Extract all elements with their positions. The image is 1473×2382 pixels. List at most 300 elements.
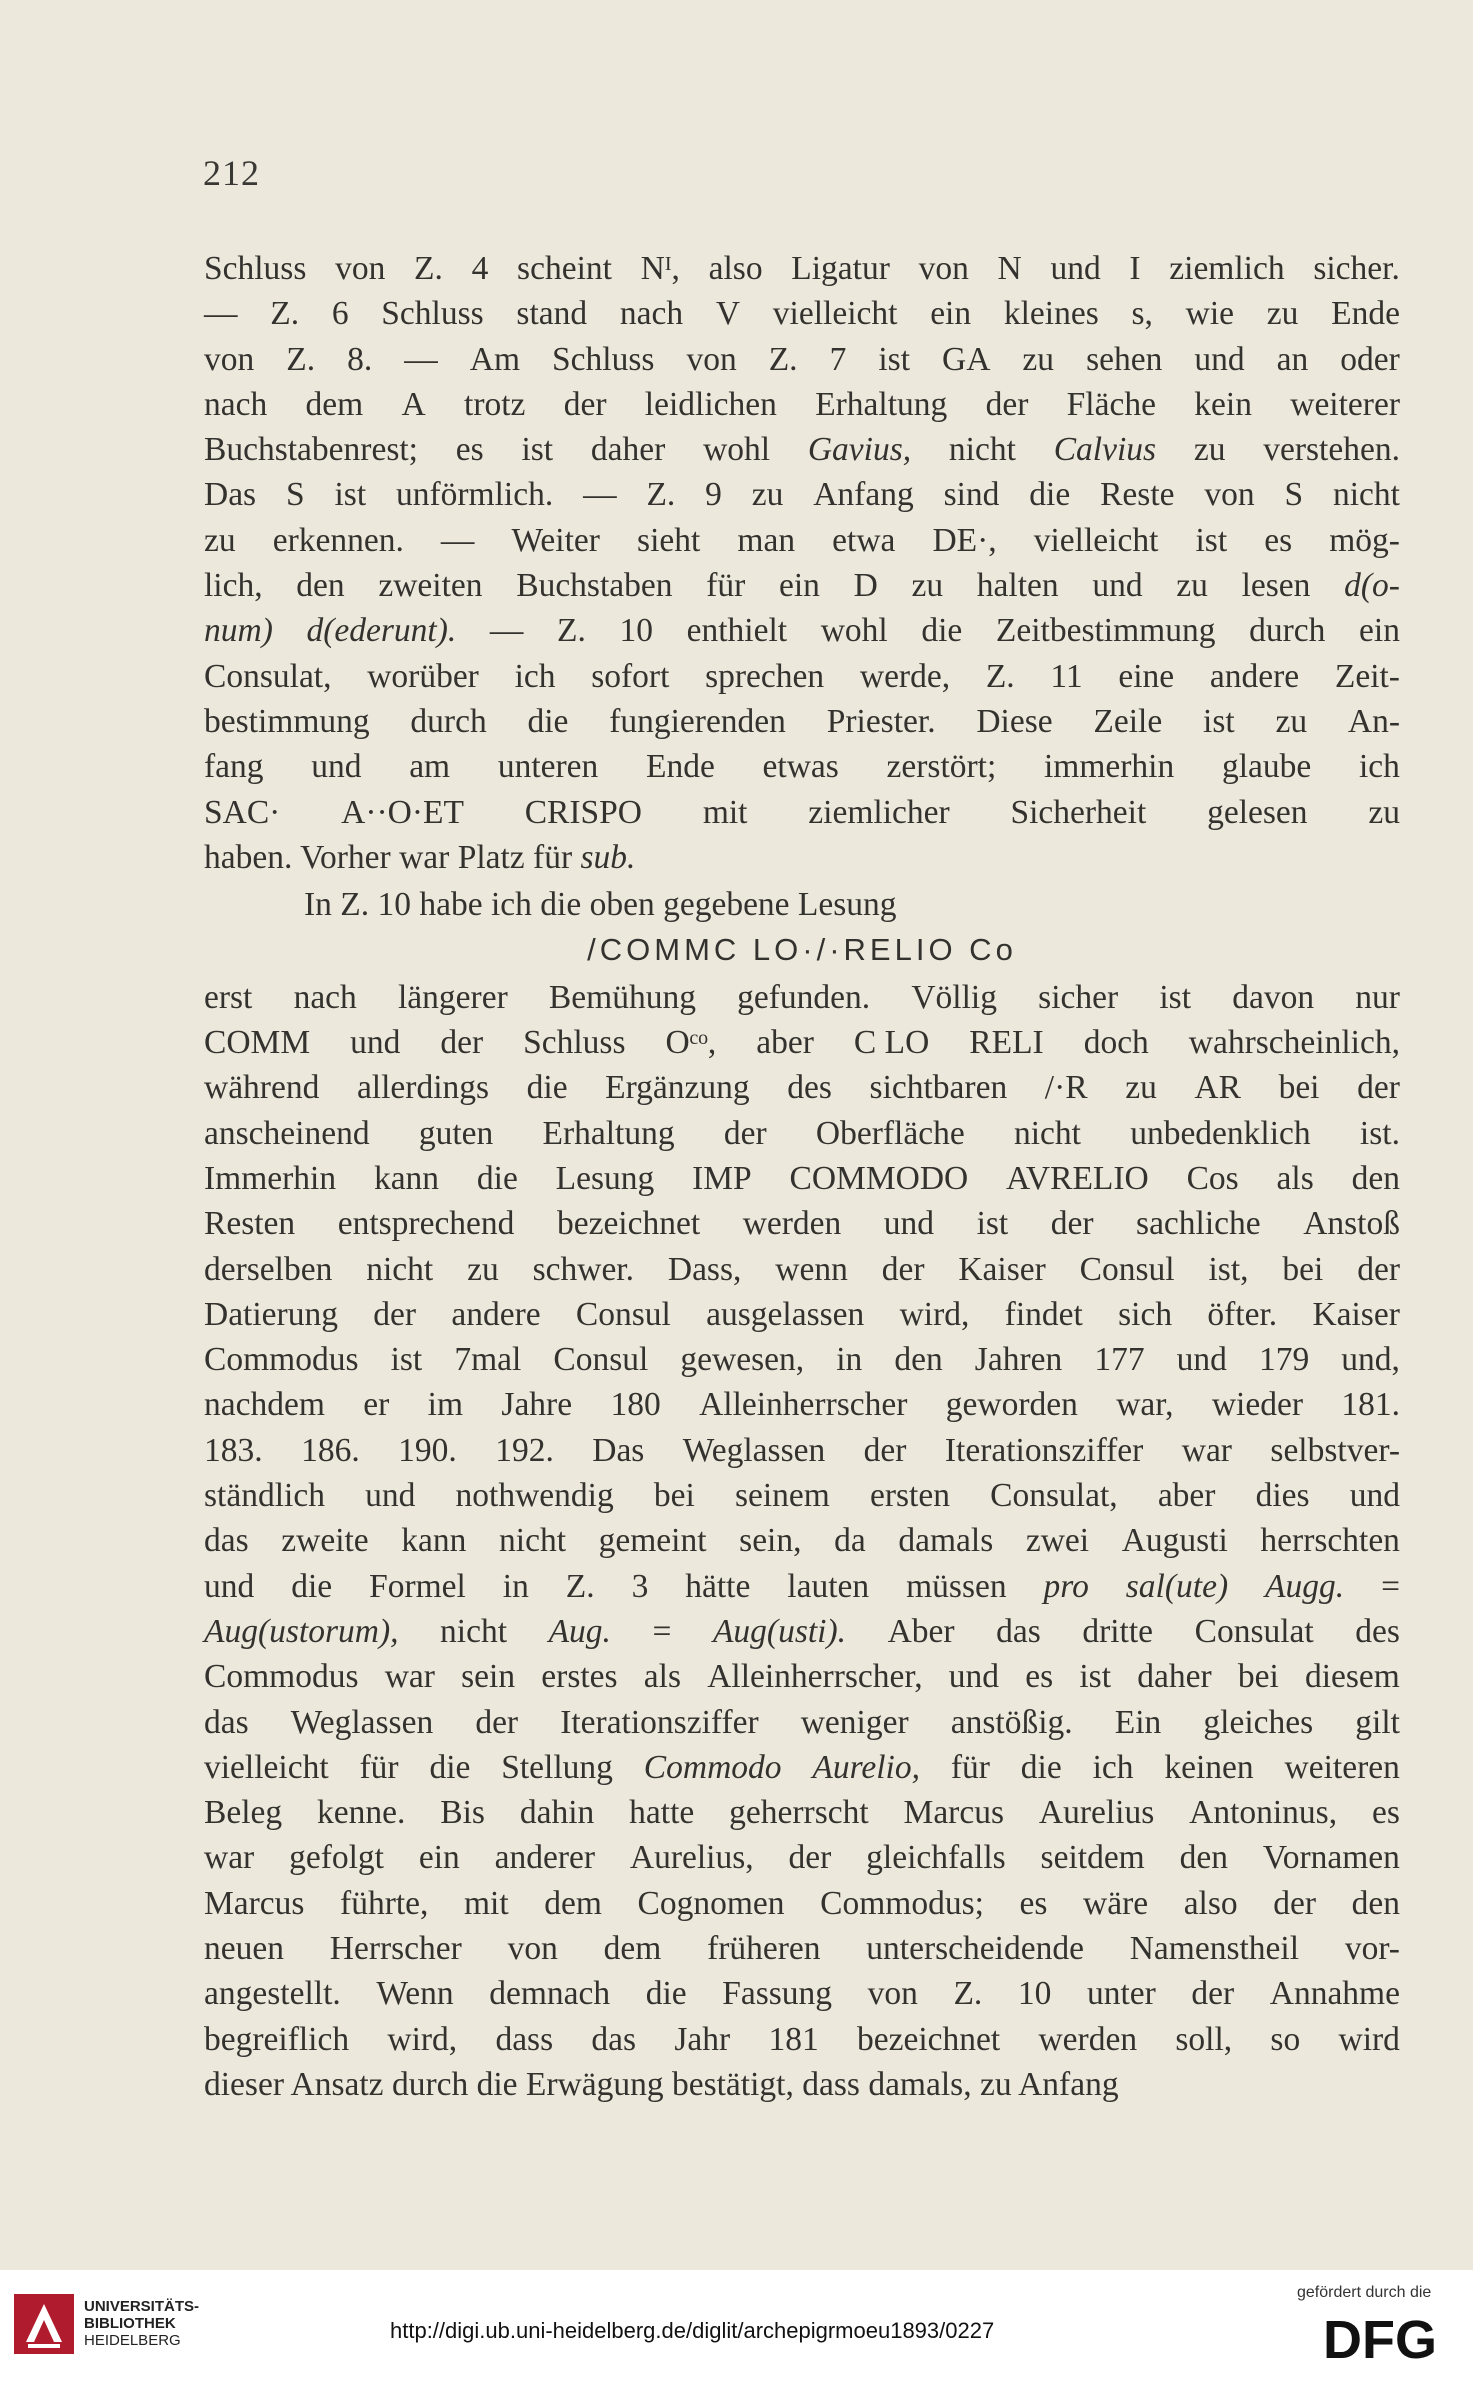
word: durch (1249, 612, 1326, 650)
word: den (1179, 1839, 1228, 1877)
word: 186. (301, 1431, 360, 1469)
word: vielleicht (204, 1748, 329, 1786)
text-line (204, 1337, 1400, 1382)
word: S (285, 476, 305, 514)
word: bei (1278, 1069, 1320, 1107)
word: gemeint (598, 1522, 707, 1560)
word: daher (590, 431, 666, 469)
word: dass (495, 2020, 554, 2058)
word: nachdem (204, 1386, 325, 1424)
word: Commodus (204, 1658, 359, 1696)
word: schwer. (532, 1250, 634, 1288)
word: nicht (499, 1522, 567, 1560)
text-line (204, 2062, 1400, 2107)
word: Fläche (1066, 385, 1156, 423)
word: ist (521, 431, 554, 469)
text-line (204, 518, 1400, 563)
word: seinem (734, 1477, 830, 1515)
word: dem (544, 1884, 602, 1922)
word: RELI (969, 1024, 1044, 1062)
word: Aurelius, (629, 1839, 754, 1877)
university-library-logo-icon (14, 2294, 74, 2354)
word: Schluss (381, 295, 484, 333)
word: etwa (832, 521, 896, 559)
word: es (1371, 1794, 1400, 1832)
word: allerdings (356, 1069, 490, 1107)
word: stand (516, 295, 588, 333)
word: Marcus (204, 1884, 305, 1922)
word: Annahme (1269, 1975, 1400, 2013)
word: die (527, 702, 569, 740)
word: sicher. (1313, 250, 1400, 287)
word: immerhin (1043, 748, 1175, 786)
word: von (867, 1975, 918, 2013)
word: fungierenden (609, 702, 786, 740)
word: wird, (387, 2020, 458, 2058)
word: der (1273, 1884, 1317, 1922)
word: dem (603, 1929, 662, 1967)
word: Ein (1114, 1703, 1162, 1741)
word: IMP (692, 1159, 752, 1197)
word: geherrscht (729, 1794, 869, 1832)
word: die (921, 612, 963, 650)
word: selbstver- (1270, 1431, 1400, 1469)
word: kleines (1003, 295, 1099, 333)
text-line (204, 1971, 1400, 2016)
word: nicht (440, 1612, 508, 1650)
text-line (204, 790, 1400, 835)
text-line (204, 1156, 1400, 1201)
word: Ansatz (290, 2065, 384, 2103)
word: bei (1237, 1658, 1279, 1696)
word: = (1381, 1567, 1400, 1605)
word: des (787, 1069, 832, 1107)
word: Aber (887, 1612, 955, 1650)
text-line (204, 1111, 1400, 1156)
word: Am (469, 340, 521, 378)
word: andere (1209, 657, 1300, 695)
word: Z. (953, 1975, 983, 2013)
word: kann (401, 1522, 467, 1560)
word: der (985, 385, 1029, 423)
word: Z. (270, 295, 300, 333)
word: Z. (286, 340, 316, 378)
word: ein (1359, 612, 1400, 650)
word: num) (204, 612, 273, 650)
word: dahin (519, 1794, 595, 1832)
word: Z. (414, 250, 443, 287)
word: Zeit- (1334, 657, 1400, 695)
word: wird (1338, 2020, 1400, 2058)
word: Völlig (911, 978, 997, 1016)
word: dieser (204, 2065, 284, 2103)
text-line (204, 744, 1400, 789)
word: Fassung (722, 1975, 833, 2013)
word: aber (1157, 1477, 1216, 1515)
library-name-line: UNIVERSITÄTS- (84, 2298, 200, 2315)
word: glaube (1221, 748, 1312, 786)
word: damals, (868, 2065, 972, 2103)
word: — (404, 340, 438, 378)
word: Ligatur (791, 250, 890, 287)
word: Stellung (501, 1748, 613, 1786)
word: Weglassen (682, 1431, 826, 1469)
word: = (652, 1612, 672, 1650)
word: 10 (1017, 1975, 1052, 2013)
word: zu (1266, 295, 1299, 333)
word: den (1351, 1884, 1400, 1922)
word: Consulat (1194, 1612, 1314, 1650)
word: mit (464, 1884, 509, 1922)
word: keinen (1164, 1748, 1254, 1786)
word: Commodo (643, 1748, 782, 1786)
word: lesen (1241, 567, 1311, 605)
text-line (204, 1201, 1400, 1246)
word: Kaiser (1312, 1295, 1400, 1333)
text-line (204, 472, 1400, 517)
text-line (204, 246, 1400, 291)
word: COMMODO (789, 1159, 969, 1197)
word: anderer (494, 1839, 596, 1877)
word: N (997, 250, 1022, 287)
word: 181. (1341, 1386, 1400, 1424)
word: und (948, 1658, 1000, 1696)
word: und (1092, 567, 1143, 605)
word: von (686, 340, 737, 378)
word: nach (204, 385, 268, 423)
word: werden (1038, 2020, 1138, 2058)
word: wohl (703, 431, 771, 469)
word: nicht (948, 431, 1016, 469)
word: dass (802, 2065, 860, 2103)
word: der (788, 1839, 832, 1877)
word: es (455, 431, 484, 469)
word: Lesung (555, 1159, 655, 1197)
word: erstes (541, 1658, 618, 1696)
word: worüber (367, 657, 479, 695)
word: Diese (976, 702, 1053, 740)
word: anstößig. (950, 1703, 1073, 1741)
word: ein (778, 567, 820, 605)
word: müssen (906, 1567, 1007, 1605)
word: und (204, 1567, 255, 1605)
word: mög- (1329, 521, 1400, 559)
word: Consul (1079, 1250, 1175, 1288)
word: von (1204, 476, 1255, 514)
word: Erhaltung (815, 385, 948, 423)
word: AVRELIO (1006, 1159, 1149, 1197)
word: herrschten (1260, 1522, 1400, 1560)
word: unteren (497, 748, 599, 786)
word: ich (1358, 748, 1400, 786)
word: dies (1255, 1477, 1310, 1515)
word: führte, (340, 1884, 429, 1922)
word: damals (898, 1522, 994, 1560)
word: ausgelassen (706, 1295, 865, 1333)
word: also (1183, 1884, 1238, 1922)
word: kenne. (317, 1794, 406, 1832)
word: Vornamen (1262, 1839, 1400, 1877)
word: Anfang (1018, 2065, 1119, 2103)
text-line (204, 337, 1400, 382)
word: Iterationsziffer (560, 1703, 759, 1741)
word: von (918, 250, 969, 287)
word: nicht (366, 1250, 434, 1288)
word: 11 (1050, 657, 1083, 695)
word: zu (1125, 1069, 1157, 1107)
word: früheren (707, 1929, 821, 1967)
word: sind (943, 476, 1000, 514)
word: der (1050, 1205, 1094, 1243)
word: sein (461, 1658, 516, 1696)
word: 190. (398, 1431, 457, 1469)
word: war (1181, 1431, 1232, 1469)
word: von (204, 340, 255, 378)
word: und, (1341, 1341, 1400, 1379)
word: Oberfläche (815, 1114, 965, 1152)
word: gefunden. (737, 978, 871, 1016)
word: angestellt. (204, 1975, 341, 2013)
word: man (737, 521, 796, 559)
word: war (204, 1839, 255, 1877)
word: der (373, 1295, 417, 1333)
word: Platz (457, 838, 525, 876)
word: D (853, 567, 878, 605)
word: die (526, 1069, 568, 1107)
text-line (204, 563, 1400, 608)
word: zweiten (378, 567, 483, 605)
word: zu (467, 1250, 499, 1288)
word: die (476, 2065, 518, 2103)
word: kein (1194, 385, 1252, 423)
word: Oᶜᵒ, (665, 1024, 717, 1062)
word: Beleg (204, 1794, 283, 1832)
word: zu (911, 567, 944, 605)
word: 8. (347, 340, 373, 378)
word: Z. (557, 612, 586, 650)
word: Namenstheil (1129, 1929, 1300, 1967)
word: und (1050, 250, 1101, 287)
word: ist. (1359, 1114, 1400, 1152)
word: Das (592, 1431, 645, 1469)
word: Anstoß (1303, 1205, 1400, 1243)
word: pro (1043, 1567, 1089, 1605)
word: scheint (517, 250, 612, 287)
word: Aurelio, (812, 1748, 920, 1786)
word: es (1025, 1658, 1054, 1696)
word: 180 (610, 1386, 661, 1424)
word: 192. (495, 1431, 554, 1469)
word: doch (1083, 1024, 1149, 1062)
word: lich, (204, 567, 263, 605)
word: — (440, 521, 475, 559)
word: gleiches (1203, 1703, 1314, 1741)
word: während (204, 1069, 320, 1107)
word: S (1284, 476, 1304, 514)
text-line (204, 1292, 1400, 1337)
dfg-logo-text: DFG (1323, 2310, 1437, 2366)
word: findet (1004, 1295, 1083, 1333)
word: seitdem (1040, 1839, 1145, 1877)
word: ist (334, 476, 367, 514)
word: Dass, (667, 1250, 742, 1288)
word: vielleicht (772, 295, 898, 333)
word: DE·, (932, 521, 997, 559)
word: ist (1159, 978, 1192, 1016)
word: unterscheidende (866, 1929, 1084, 1967)
word: neuen (204, 1929, 284, 1967)
source-url-link[interactable]: http://digi.ub.uni-heidelberg.de/diglit/archepigrmoeu1893/0227 (390, 2318, 995, 2343)
word: gefolgt (289, 1839, 384, 1877)
word: ist (1079, 1658, 1112, 1696)
word: Iterationsziffer (944, 1431, 1144, 1469)
word: SAC· (204, 793, 281, 831)
word: Z. (985, 657, 1015, 695)
word: I (1129, 250, 1141, 287)
word: Antoninus, (1189, 1794, 1338, 1832)
word: Gavius, (807, 431, 912, 469)
word: öfter. (1207, 1295, 1278, 1333)
word: diesem (1304, 1658, 1400, 1696)
word: Erhaltung (542, 1114, 675, 1152)
word: bei (653, 1477, 695, 1515)
text-line (204, 1881, 1400, 1926)
word: Alleinherrscher, (707, 1658, 923, 1696)
word: zu (1022, 340, 1055, 378)
word: die (1029, 476, 1071, 514)
text-line (204, 927, 1400, 972)
word: d(o- (1344, 567, 1400, 605)
word: nicht (1332, 476, 1400, 514)
word: ist (976, 1205, 1009, 1243)
text-line (204, 608, 1400, 653)
word: von (507, 1929, 558, 1967)
word: Commodus (204, 1341, 359, 1379)
word: Jahre (501, 1386, 573, 1424)
text-line (204, 1020, 1400, 1065)
word: Schluss (552, 340, 655, 378)
word: da (834, 1522, 866, 1560)
word: nothwendig (455, 1477, 614, 1515)
word: der (1191, 1975, 1235, 2013)
text-line (204, 1382, 1400, 1427)
word: Erwägung (525, 2065, 664, 2103)
word: für (950, 1748, 990, 1786)
word: leidlichen (644, 385, 777, 423)
word: zwei (1025, 1522, 1090, 1560)
word: Formel (369, 1567, 466, 1605)
word: sich (1118, 1295, 1173, 1333)
text-line (204, 382, 1400, 427)
word: Jahr (674, 2020, 731, 2058)
text-line (204, 975, 1400, 1020)
word: begreiflich (204, 2020, 350, 2058)
word: die (645, 1975, 687, 2013)
word: Consulat, (204, 657, 332, 695)
text-line (204, 835, 1400, 880)
word: entsprechend (337, 1205, 515, 1243)
word: gilt (1355, 1703, 1400, 1741)
word: C LO (853, 1024, 930, 1062)
word: ist (1195, 521, 1228, 559)
word: hätte (685, 1567, 751, 1605)
word: Cos (1186, 1159, 1239, 1197)
word: dem (305, 385, 364, 423)
word: Sicherheit (1010, 793, 1147, 831)
word: Anfang (813, 476, 914, 514)
word: erkennen. (272, 521, 404, 559)
word: es (1264, 521, 1293, 559)
word: guten (418, 1114, 494, 1152)
word: ist (390, 1341, 423, 1379)
text-line (204, 1700, 1400, 1745)
word: Ende (645, 748, 715, 786)
word: und (883, 1205, 935, 1243)
word: demnach (489, 1975, 611, 2013)
text-line (204, 699, 1400, 744)
word: gewesen, (680, 1341, 805, 1379)
word: In Z. 10 habe ich die oben gegebene Lesung (304, 886, 897, 924)
word: 179 (1258, 1341, 1310, 1379)
word: hatte (629, 1794, 695, 1832)
word: Aug. (548, 1612, 611, 1650)
word: Z. (768, 340, 798, 378)
word: sicher (1038, 978, 1119, 1016)
word: der (475, 1703, 519, 1741)
word: wie (1185, 295, 1235, 333)
word: sofort (591, 657, 670, 695)
word: der (723, 1114, 767, 1152)
word: Buchstaben (516, 567, 673, 605)
word: unförmlich. (395, 476, 554, 514)
word: Zeile (1093, 702, 1163, 740)
word: die (291, 1567, 333, 1605)
word: sieht (637, 521, 701, 559)
word: sal(ute) (1125, 1567, 1229, 1605)
word: der (1357, 1250, 1400, 1288)
word: für (533, 838, 573, 876)
word: halten (976, 567, 1059, 605)
word: A (401, 385, 426, 423)
word: Augusti (1121, 1522, 1228, 1560)
word: die (476, 1159, 518, 1197)
word: Calvius (1053, 431, 1157, 469)
word: als (643, 1658, 681, 1696)
word: für (706, 567, 746, 605)
word: Schluss (523, 1024, 626, 1062)
word: vielleicht (1033, 521, 1159, 559)
word: mit (702, 793, 748, 831)
word: werde, (859, 657, 951, 695)
word: 177 (1094, 1341, 1145, 1379)
word: wieder (1211, 1386, 1304, 1424)
word: Consulat, (990, 1477, 1118, 1515)
word: bezeichnet (556, 1205, 701, 1243)
text-line (204, 1247, 1400, 1292)
word: anscheinend (204, 1114, 370, 1152)
word: Bemühung (548, 978, 696, 1016)
word: Wenn (376, 1975, 454, 2013)
word: sehen (1086, 340, 1163, 378)
word: der (1357, 1069, 1400, 1107)
word: weiteren (1284, 1748, 1400, 1786)
word: ist (878, 340, 910, 378)
word: in (502, 1567, 529, 1605)
text-line (204, 882, 1400, 927)
text-line (204, 1835, 1400, 1880)
word: und (1176, 1341, 1227, 1379)
word: ein (418, 1839, 460, 1877)
